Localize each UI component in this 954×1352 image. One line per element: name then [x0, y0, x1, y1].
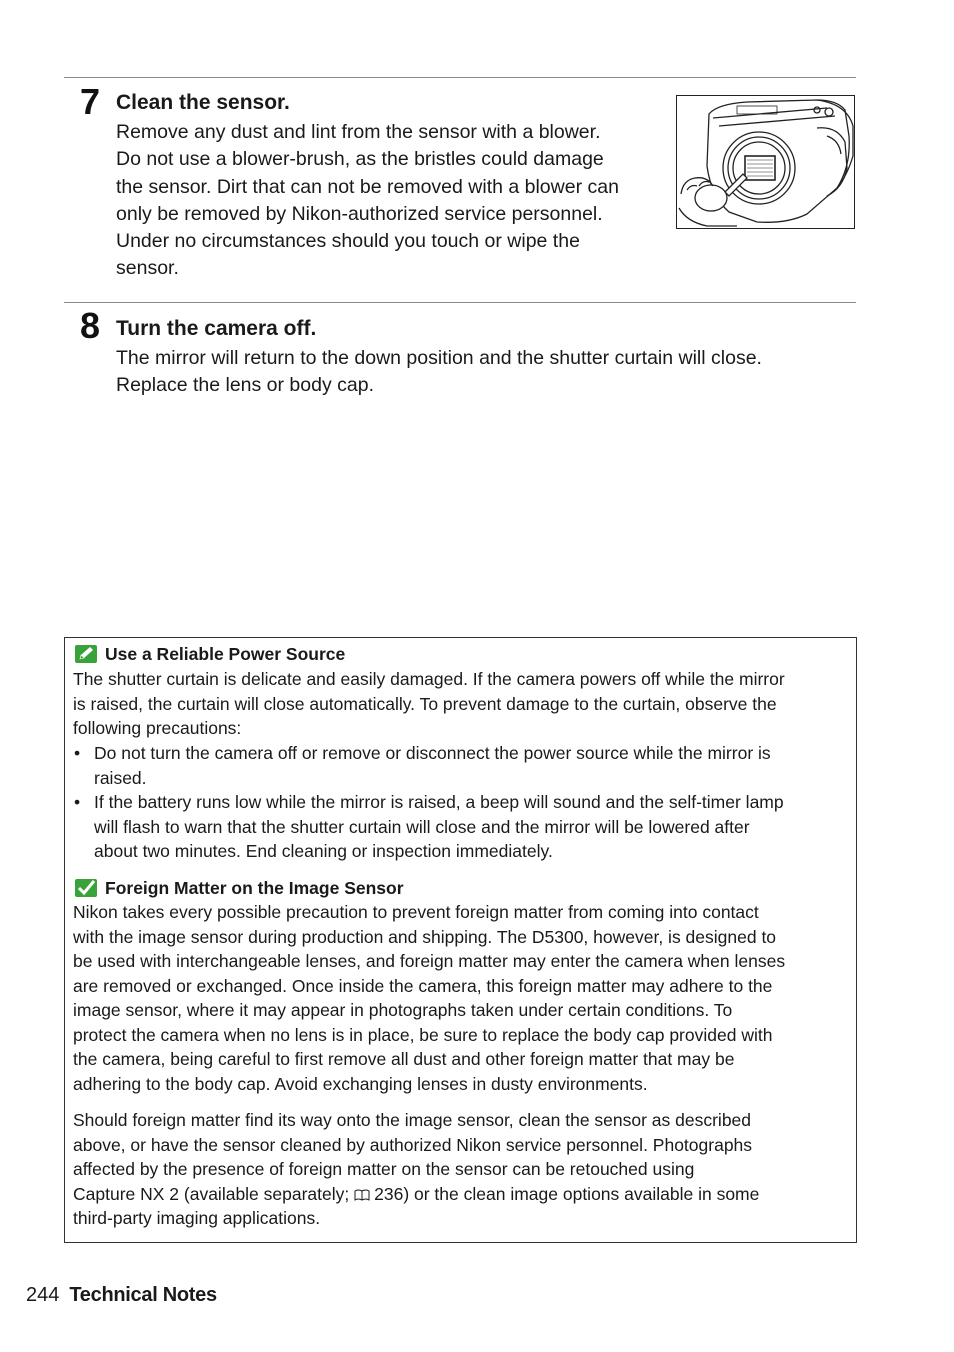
step-7-title: Clean the sensor. — [116, 91, 290, 114]
note-line: adhering to the body cap. Avoid exchanging lenses in dusty environments. — [73, 1073, 648, 1094]
note-line: third-party imaging applications. — [73, 1208, 321, 1228]
step-7-line: the sensor. Dirt that can not be removed with a blower can — [116, 175, 619, 198]
note-line: protect the camera when no lens is in place, be sure to replace the body cap provided with — [73, 1024, 773, 1045]
note-line: the camera, being careful to first remove all dust and other foreign matter that may be — [73, 1049, 735, 1069]
step-divider-rule — [64, 302, 856, 303]
precautions-list — [73, 741, 784, 864]
note-line: raised. — [94, 767, 147, 788]
ref-text-before: Capture NX 2 (available separately; — [73, 1183, 355, 1204]
step-8-line: The mirror will return to the down position and the shutter curtain will close. — [116, 347, 762, 369]
note-line: Should foreign matter find its way onto the image sensor, clean the sensor as described — [73, 1110, 752, 1130]
list-item — [73, 741, 784, 790]
note-line: following precautions: — [73, 718, 242, 738]
note-line-with-reference — [73, 1182, 759, 1207]
section-name: Technical Notes — [69, 1284, 217, 1306]
step-7-line: Do not use a blower-brush, as the bristles could damage — [116, 148, 604, 171]
step-7-line: Under no circumstances should you touch or wipe the — [116, 230, 580, 253]
note-line: affected by the presence of foreign matter on the sensor can be retouched using — [73, 1159, 695, 1179]
note-line: above, or have the sensor cleaned by authorized Nikon service personnel. Photographs — [73, 1134, 753, 1155]
note-line: The shutter curtain is delicate and easily damaged. If the camera powers off while the mirror — [73, 669, 785, 689]
pencil-note-icon — [74, 644, 98, 664]
sensor-cleaning-illustration — [676, 95, 855, 229]
foreign-matter-note-title: Foreign Matter on the Image Sensor — [105, 878, 404, 898]
step-7-body — [116, 119, 619, 283]
step-8-body — [116, 345, 762, 400]
note-line: about two minutes. End cleaning or inspection immediately. — [94, 841, 553, 861]
book-reference-icon — [354, 1189, 370, 1201]
power-source-note-title: Use a Reliable Power Source — [105, 644, 346, 664]
note-line: If the battery runs low while the mirror is raised, a beep will sound and the self-timer lamp — [94, 792, 784, 812]
page-footer — [26, 1282, 217, 1308]
checkmark-icon — [74, 878, 98, 898]
step-7-number: 7 — [80, 81, 101, 122]
note-line: are removed or exchanged. Once inside the camera, this foreign matter may adhere to the — [73, 975, 773, 996]
power-source-intro — [73, 667, 785, 741]
page-reference-link[interactable]: 236) or the clean image options available in some — [374, 1183, 760, 1204]
note-line: with the image sensor during production and shipping. The D5300, however, is designed to — [73, 926, 777, 947]
step-8-title: Turn the camera off. — [116, 317, 317, 340]
bullet-dot: • — [74, 792, 81, 812]
foreign-matter-note-heading — [74, 877, 404, 899]
note-line: Nikon takes every possible precaution to prevent foreign matter from coming into contact — [73, 902, 759, 922]
camera-blower-drawing — [677, 96, 854, 228]
page-number: 244 — [26, 1284, 60, 1306]
note-line: image sensor, where it may appear in photographs taken under certain conditions. To — [73, 1000, 733, 1020]
step-8-line: Replace the lens or body cap. — [116, 374, 374, 397]
power-source-note-heading — [74, 643, 345, 665]
step-8-number: 8 — [80, 305, 101, 346]
note-line: be used with interchangeable lenses, and foreign matter may enter the camera when lenses — [73, 951, 786, 971]
list-item — [73, 790, 784, 864]
foreign-matter-para-2 — [73, 1108, 759, 1231]
note-line: is raised, the curtain will close automatically. To prevent damage to the curtain, observe the — [73, 693, 777, 714]
foreign-matter-para-1 — [73, 900, 785, 1096]
bullet-dot: • — [74, 743, 81, 763]
step-7-line: only be removed by Nikon-authorized service personnel. — [116, 202, 603, 225]
top-rule — [64, 77, 856, 78]
step-7-line: Remove any dust and lint from the sensor with a blower. — [116, 121, 601, 143]
step-7-line: sensor. — [116, 257, 179, 280]
note-line: Do not turn the camera off or remove or disconnect the power source while the mirror is — [94, 743, 771, 763]
note-line: will flash to warn that the shutter curtain will close and the mirror will be lowered after — [94, 816, 750, 837]
